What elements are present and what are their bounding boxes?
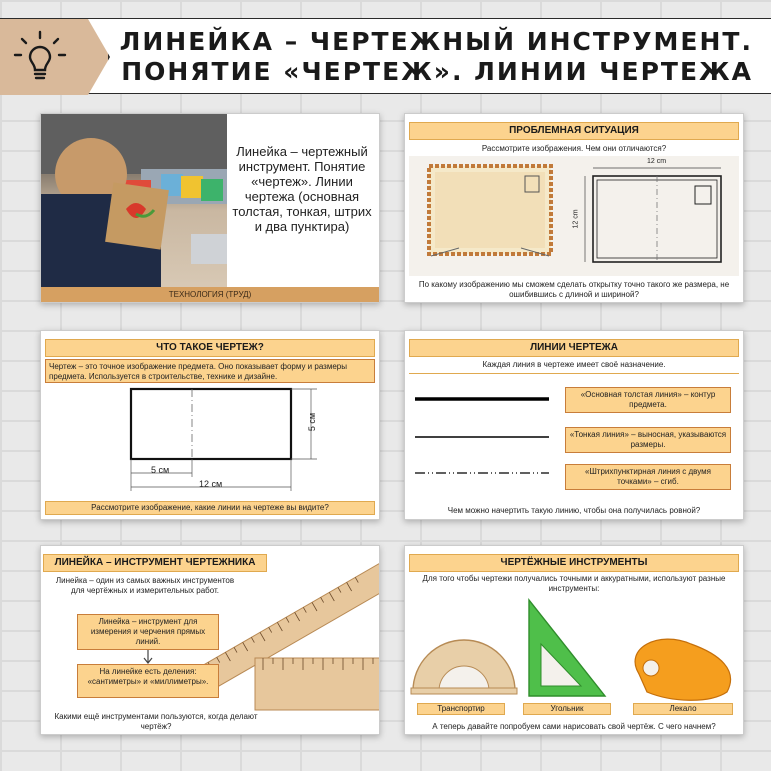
ruler-definition-box: Линейка – инструмент для измерения и черчения прямых линий. bbox=[77, 614, 219, 650]
slide-drawing-tools[interactable] bbox=[404, 545, 744, 735]
arrow-down-icon bbox=[141, 650, 155, 664]
dim-label-12: 12 см bbox=[199, 479, 223, 489]
postcard-comparison bbox=[409, 156, 739, 276]
slide-title: ЛИНИИ ЧЕРТЕЖА bbox=[409, 339, 739, 357]
line-desc-dashdot: «Штрихпунктирная линия с двумя точками» – сгиб. bbox=[565, 464, 731, 490]
dim-label-5-vertical: 5 см bbox=[307, 412, 318, 432]
tools-image bbox=[409, 596, 741, 704]
definition-box: Чертеж – это точное изображение предмета. Оно показывает форму и размеры предмета. Используется в строительстве, технике и дизайне. bbox=[45, 359, 375, 383]
slide-what-is-drawing[interactable] bbox=[40, 330, 380, 520]
header-banner bbox=[0, 18, 771, 94]
tool-label-protractor: Транспортир bbox=[417, 703, 505, 715]
dim-width-label: 12 cm bbox=[647, 158, 667, 165]
slide-question: Какими ещё инструментами пользуются, когда делают чертёж? bbox=[54, 712, 258, 731]
ruler-divisions-box: На линейке есть деления: «сантиметры» и «миллиметры». bbox=[77, 664, 219, 698]
slide-question: Рассмотрите изображение, какие линии на чертеже вы видите? bbox=[45, 501, 375, 515]
slide-intro: Линейка – один из самых важных инструментов для чертёжных и измерительных работ. bbox=[55, 576, 235, 595]
slide-subtitle: Рассмотрите изображения. Чем они отличаются? bbox=[481, 144, 667, 153]
tool-label-set-square: Угольник bbox=[523, 703, 611, 715]
line-samples bbox=[415, 387, 555, 487]
lightbulb-badge bbox=[0, 19, 110, 95]
child-photo bbox=[41, 114, 227, 289]
slide-subtitle: Каждая линия в чертеже имеет своё назначение. bbox=[482, 360, 666, 369]
slide-question: Чем можно начертить такую линию, чтобы она получилась ровной? bbox=[447, 506, 701, 515]
tool-label-french-curve: Лекало bbox=[633, 703, 733, 715]
slide-ruler-tool[interactable] bbox=[40, 545, 380, 735]
slide-title: ЛИНЕЙКА – ИНСТРУМЕНТ ЧЕРТЕЖНИКА bbox=[43, 554, 267, 572]
lightbulb-icon bbox=[10, 29, 70, 85]
page-title bbox=[120, 27, 753, 87]
subject-label: ТЕХНОЛОГИЯ (ТРУД) bbox=[41, 287, 379, 302]
slide-title: ПРОБЛЕМНАЯ СИТУАЦИЯ bbox=[409, 122, 739, 140]
slide-title: ЧТО ТАКОЕ ЧЕРТЕЖ? bbox=[45, 339, 375, 357]
line-desc-thick: «Основная толстая линия» – контур предмета. bbox=[565, 387, 731, 413]
dim-label-5: 5 см bbox=[151, 465, 170, 475]
ruler-image bbox=[191, 546, 380, 716]
slide-question: По какому изображению мы сможем сделать открытку точно такого же размера, не ошибившись с длиной и шириной? bbox=[418, 280, 730, 299]
slide-drawing-lines[interactable] bbox=[404, 330, 744, 520]
slide-title-card[interactable] bbox=[40, 113, 380, 303]
slide-title: ЧЕРТЁЖНЫЕ ИНСТРУМЕНТЫ bbox=[409, 554, 739, 572]
slide-intro: Для того чтобы чертежи получались точными и аккуратными, используют разные инструменты: bbox=[422, 574, 726, 593]
slide-main-text: Линейка – чертежный инструмент. Понятие «чертеж». Линии чертежа (основная толстая, тонкая, штрих и два пунктира) bbox=[232, 144, 372, 234]
title-line-2: ПОНЯТИЕ «ЧЕРТЕЖ». ЛИНИИ ЧЕРТЕЖА bbox=[121, 57, 753, 86]
slide-question: А теперь давайте попробуем сами нарисовать свой чертёж. С чего начнем? bbox=[432, 722, 716, 731]
slide-problem[interactable] bbox=[404, 113, 744, 303]
dim-height-label: 12 cm bbox=[572, 209, 580, 229]
title-line-1: ЛИНЕЙКА – ЧЕРТЕЖНЫЙ ИНСТРУМЕНТ. bbox=[119, 27, 753, 56]
line-desc-thin: «Тонкая линия» – выносная, указываются размеры. bbox=[565, 427, 731, 453]
